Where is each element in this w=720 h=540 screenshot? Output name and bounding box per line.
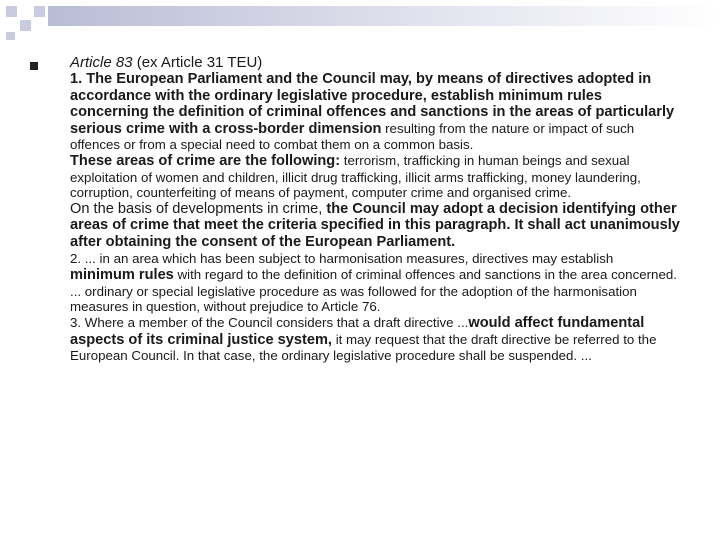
paragraph-4-text: with regard to the definition of criminal offences and sanctions in the area concerned. ... ordinary or special legislative procedure as was followed for the adoption of the harmonisation measures in question, without prejudice to Article 76. bbox=[70, 267, 677, 315]
deco-square bbox=[20, 20, 31, 31]
paragraph-1-bold: 1. The European Parliament and the Council may, by means of directives adopted in accordance with the ordinary legislative procedure, establish minimum rules concerning the definition of criminal offences and sanctions in the areas of particularly serious crime with a cross-border dimension bbox=[70, 71, 675, 137]
paragraph-2-text: terrorism, trafficking in human beings and sexual exploitation of women and children, illicit drug trafficking, illicit arms trafficking, money laundering, corruption, counterfeiting of means of payment, computer crime and organised crime. bbox=[70, 152, 641, 201]
paragraph-4 bbox=[70, 251, 682, 315]
slide-body bbox=[70, 54, 682, 364]
paragraph-5-text: it may request that the draft directive be referred to the European Council. In that case, the ordinary legislative procedure shall be suspended. ... bbox=[70, 331, 657, 364]
article-ref: Article 83 bbox=[70, 54, 133, 71]
paragraph-1 bbox=[70, 71, 682, 153]
article-suffix: (ex Article 31 TEU) bbox=[132, 54, 263, 71]
paragraph-5 bbox=[70, 315, 682, 364]
paragraph-3 bbox=[70, 201, 682, 251]
deco-square bbox=[6, 32, 15, 40]
paragraph-3-bold: the Council may adopt a decision identifying other areas of crime that meet the criteria specified in this paragraph. It shall act unanimously after obtaining the consent of the European Parliament. bbox=[70, 200, 680, 250]
paragraph-3-lead: On the basis of developments in crime, bbox=[70, 200, 323, 217]
paragraph-5-lead: 3. Where a member of the Council considers that a draft directive ... bbox=[70, 314, 469, 330]
paragraph-1-text: resulting from the nature or impact of such offences or from a special need to combat them on a common basis. bbox=[70, 120, 635, 153]
paragraph-4-bold: minimum rules bbox=[70, 267, 174, 284]
deco-square bbox=[6, 6, 17, 17]
bullet-square-icon bbox=[30, 62, 38, 70]
paragraph-2-bold: These areas of crime are the following: bbox=[70, 152, 341, 169]
deco-square bbox=[34, 6, 45, 17]
paragraph-4-lead: 2. ... in an area which has been subject to harmonisation measures, directives may establish bbox=[70, 250, 614, 266]
article-heading bbox=[70, 54, 682, 71]
decorative-band bbox=[48, 6, 720, 26]
paragraph-2 bbox=[70, 153, 682, 201]
paragraph-5-bold: would affect fundamental aspects of its criminal justice system, bbox=[70, 314, 645, 348]
